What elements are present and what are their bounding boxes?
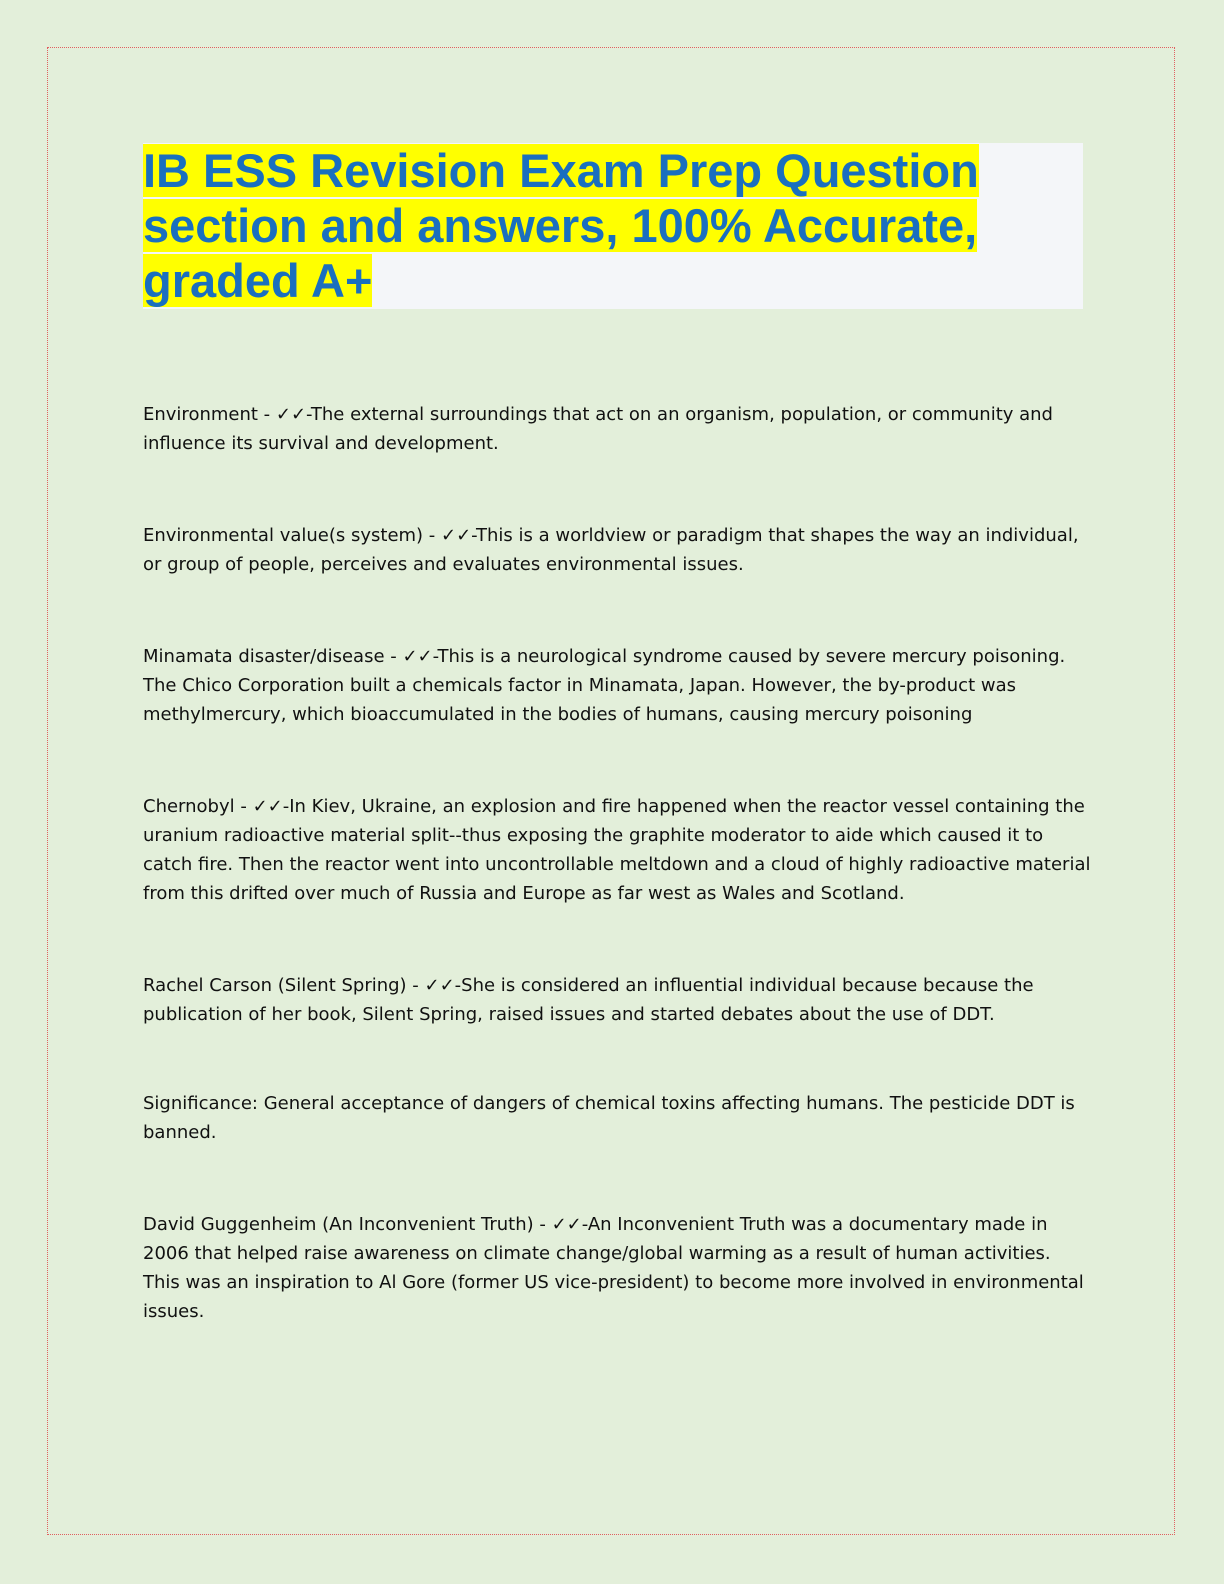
entry-david-guggenheim: David Guggenheim (An Inconvenient Truth) - ✓✓-An Inconvenient Truth was a documentary made in 2006 that helped raise awareness on climate change/global warming as a result of human activities. This was an inspiration to Al Gore (former US vice-president) to become more involved in environmental issues. — [143, 1214, 1084, 1322]
entry-minamata-disaster: Minamata disaster/disease - ✓✓-This is a neurological syndrome caused by severe mercury poisoning. The Chico Corporation built a chemicals factor in Minamata, Japan. However, the by-product was methylmercury, which bioaccumulated in the bodies of humans, causing mercury poisoning — [143, 646, 1066, 725]
entry-rachel-carson: Rachel Carson (Silent Spring) - ✓✓-She is considered an influential individual because because the publication of her book, Silent Spring, raised issues and started debates about the use of DDT. — [143, 975, 1034, 1025]
entry-environmental-value-system: Environmental value(s system) - ✓✓-This is a worldview or paradigm that shapes the way an individual, or group of people, perceives and evaluates environmental issues. — [143, 525, 1079, 575]
title-highlight: IB ESS Revision Exam Prep Question section and answers, 100% Accurate, graded A+ — [143, 144, 979, 307]
entry-environment: Environment - ✓✓-The external surroundings that act on an organism, population, or community and influence its survival and development. — [143, 404, 1053, 454]
entry-chernobyl: Chernobyl - ✓✓-In Kiev, Ukraine, an explosion and fire happened when the reactor vessel containing the uranium radioactive material split--thus exposing the graphite moderator to aide which caused it to catch fire. Then the reactor went into uncontrollable meltdown and a cloud of highly radioactive material from this drifted over much of Russia and Europe as far west as Wales and Scotland. — [143, 796, 1091, 904]
entry-significance: Significance: General acceptance of dangers of chemical toxins affecting humans. The pesticide DDT is banned. — [143, 1093, 1075, 1143]
document-title — [143, 143, 1083, 308]
entries-list — [143, 400, 1093, 1326]
title-block — [143, 143, 1083, 309]
